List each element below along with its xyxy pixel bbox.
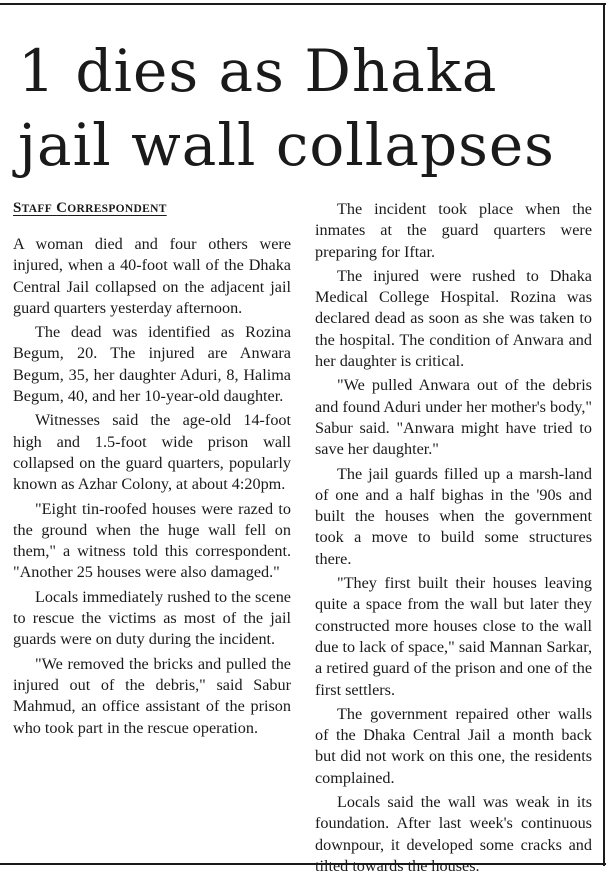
article-paragraph: "Eight tin-roofed houses were razed to the ground when the huge wall fell on them," a witness told this correspondent. "Another 25 houses were also damaged." — [13, 499, 291, 582]
top-border-rule — [0, 3, 606, 5]
article-paragraph: The injured were rushed to Dhaka Medical College Hospital. Rozina was declared dead as soon as she was taken to the hospital. The condition of Anwara and her daughter is critical. — [315, 266, 592, 371]
article-paragraph: Locals immediately rushed to the scene to rescue the victims as most of the jail guards were on duty during the incident. — [13, 587, 291, 649]
article-paragraph: The incident took place when the inmates at the guard quarters were preparing for Iftar. — [315, 200, 592, 261]
article-paragraph: "They first built their houses leaving quite a space from the wall but later they constructed more houses close to the wall due to lack of space," said Mannan Sarkar, a retired guard of the prison and one of the first settlers. — [315, 574, 592, 699]
article-paragraph: A woman died and four others were injured, when a 40-foot wall of the Dhaka Central Jail collapsed on the adjacent jail guard quarters yesterday afternoon. — [13, 235, 291, 317]
article-column-right — [315, 199, 592, 880]
byline-text: STAFF CORRESPONDENT — [13, 200, 167, 216]
article-paragraph: The jail guards filled up a marsh-land of one and a half bighas in the '90s and built the houses when the government took a move to build some structures there. — [315, 464, 592, 568]
article-paragraph: The government repaired other walls of the Dhaka Central Jail a month back but did not work on this one, the residents complained. — [315, 704, 592, 787]
article-column-left — [13, 234, 291, 742]
byline — [13, 200, 167, 217]
headline: 1 dies as Dhaka jail wall collapses — [18, 37, 555, 179]
article-paragraph: The dead was identified as Rozina Begum, 20. The injured are Anwara Begum, 35, her daughter Aduri, 8, Halima Begum, 40, and her 10-year-old daughter. — [13, 323, 291, 406]
right-border-rule — [603, 3, 605, 866]
article-paragraph: "We removed the bricks and pulled the injured out of the debris," said Sabur Mahmud, an office assistant of the prison who took part in the rescue operation. — [13, 654, 291, 737]
article-paragraph: Locals said the wall was weak in its foundation. After last week's continuous downpour, it developed some cracks and tilted towards the houses. — [315, 793, 592, 875]
article-paragraph: "We pulled Anwara out of the debris and found Aduri under her mother's body," Sabur said. "Anwara might have tried to save her daughter." — [315, 376, 592, 459]
article-paragraph: Witnesses said the age-old 14-foot high and 1.5-foot wide prison wall collapsed on the guard quarters, popularly known as Azhar Colony, at about 4:20pm. — [13, 411, 291, 494]
